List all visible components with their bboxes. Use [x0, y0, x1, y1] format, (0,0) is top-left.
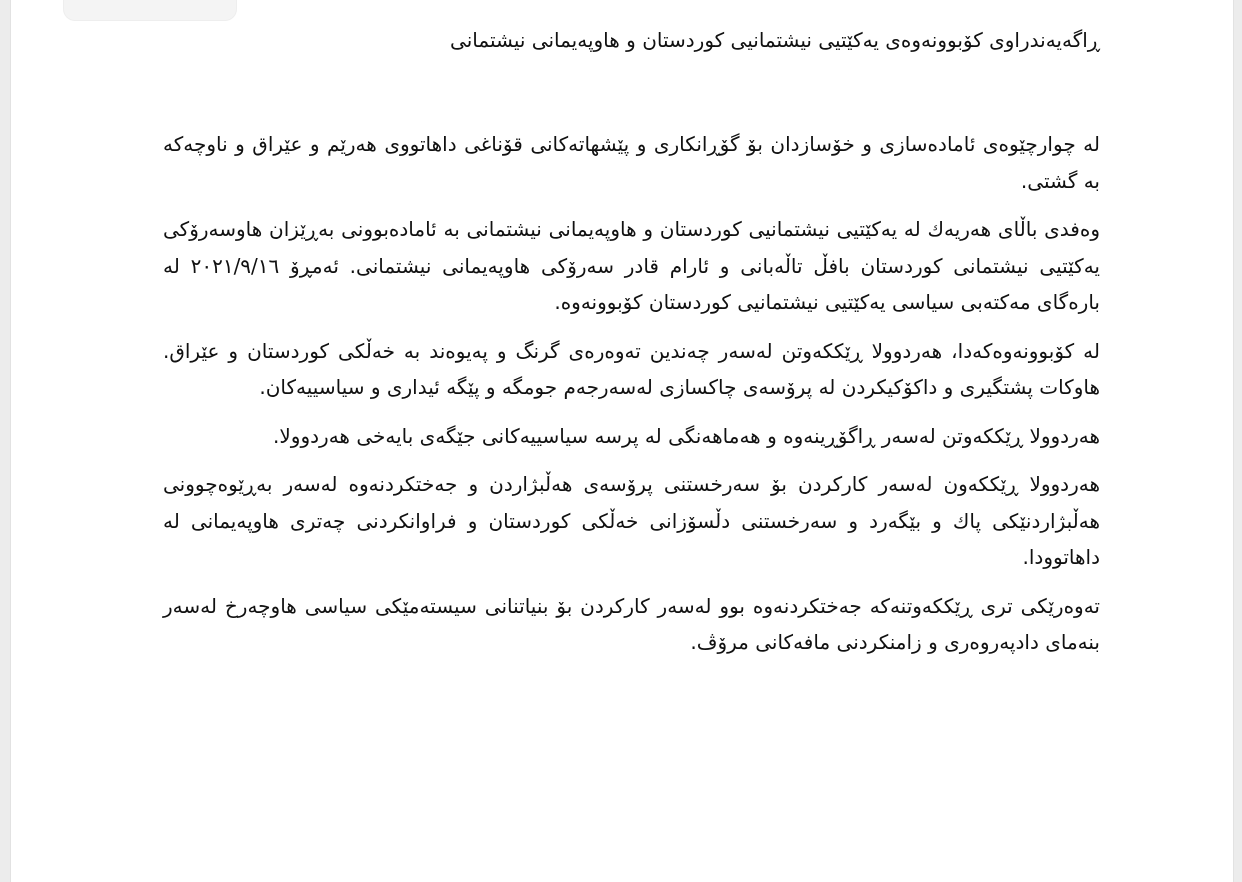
- paragraph: لە كۆبوونەوەكەدا، هەردوولا ڕێككەوتن لەسەر چەندین تەوەرەی گرنگ و پەیوەند بە خەڵكی كوردستان و عێراق. هاوكات پشتگیری و داكۆكیكردن لە پرۆسەی چاكسازی لەسەرجەم جومگە و پێگە ئیداری و سیاسییەكان.: [163, 338, 1100, 399]
- top-tab: [63, 0, 237, 21]
- document-title: ڕاگەیەندراوی كۆبوونەوەی یەكێتیی نیشتمانیی كوردستان و هاوپەیمانی نیشتمانی: [450, 28, 1100, 52]
- paragraph: هەردوولا ڕێككەون لەسەر كاركردن بۆ سەرخستنی پرۆسەی هەڵبژاردن و جەختكردنەوە لەسەر بەڕێوەچوونی هەڵبژاردنێكی پاك و بێگەرد و سەرخستنی دڵسۆزانی خەڵكی كوردستان و فراوانكردنی چەتری هاوپەیمانی لە داهاتوودا.: [163, 472, 1100, 569]
- paragraph: تەوەرێكی تری ڕێككەوتنەكە جەختكردنەوە بوو لەسەر كاركردن بۆ بنیاتنانی سیستەمێكی سیاسی هاوچەرخ لەسەر بنەمای دادپەروەری و زامنكردنی مافەكانی مرۆڤ.: [163, 593, 1100, 654]
- paragraph: لە چوارچێوەی ئامادەسازی و خۆسازدان بۆ گۆڕانكاری و پێشهاتەكانی قۆناغی داهاتووی هەرێم و عێراق و ناوچەكە بە گشتی.: [163, 132, 1100, 193]
- document-page: [10, 0, 1234, 882]
- paragraph: وەفدی باڵای هەریەك لە یەكێتیی نیشتمانیی كوردستان و هاوپەیمانی نیشتمانی بە ئامادەبوونی بەڕێزان هاوسەرۆكی یەكێتیی نیشتمانی كوردستان بافڵ تاڵەبانی و ئارام قادر سەرۆكی هاوپەیمانی نیشتمانی. ئەمڕۆ ٢٠٢١/٩/١٦ لە بارەگای مەكتەبی سیاسی یەكێتیی نیشتمانیی كوردستان كۆبوونەوە.: [163, 217, 1100, 314]
- document-body: [163, 22, 1100, 673]
- paragraph: هەردوولا ڕێككەوتن لەسەر ڕاگۆڕینەوە و هەماهەنگی لە پرسە سیاسییەكانی جێگەی بایەخی هەردوولا.: [273, 423, 1100, 448]
